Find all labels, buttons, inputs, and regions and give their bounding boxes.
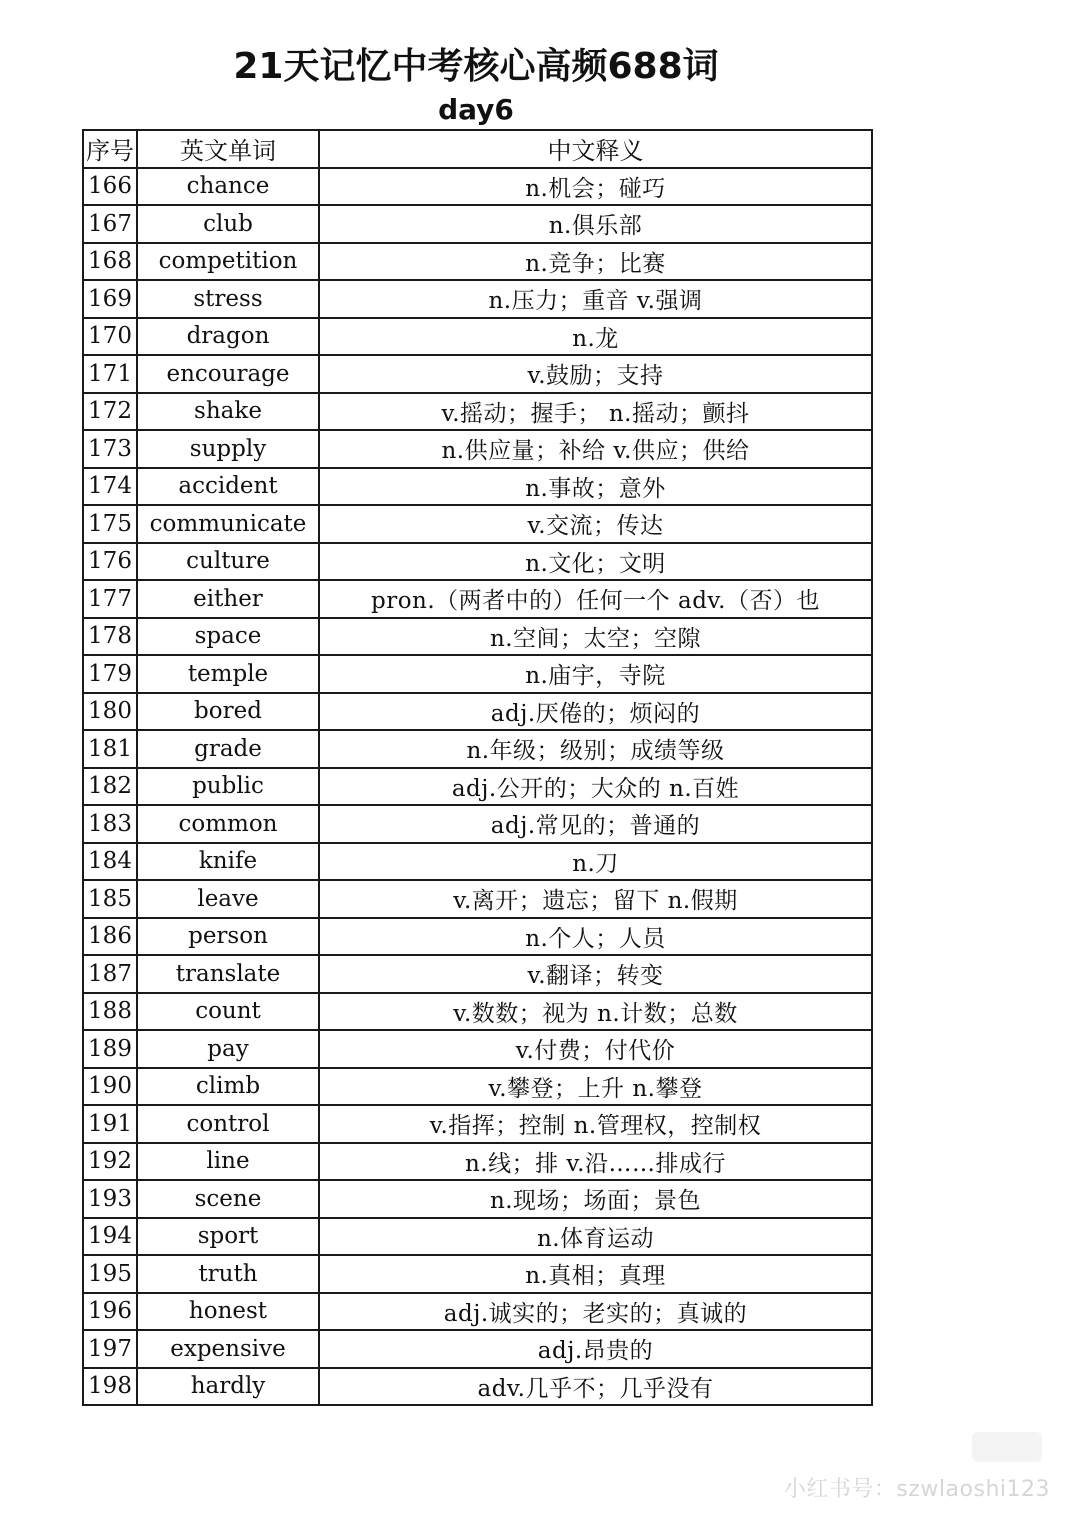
table-row	[83, 655, 872, 693]
table-header-row	[83, 130, 872, 168]
english-word: chance	[137, 168, 319, 206]
english-word: translate	[137, 955, 319, 993]
table-row	[83, 1255, 872, 1293]
row-number: 183	[83, 805, 137, 843]
chinese-meaning: adj.昂贵的	[319, 1330, 872, 1368]
chinese-meaning: adj.诚实的；老实的；真诚的	[319, 1293, 872, 1331]
chinese-meaning: n.个人；人员	[319, 918, 872, 956]
chinese-meaning: v.摇动；握手； n.摇动；颤抖	[319, 393, 872, 431]
row-number: 168	[83, 243, 137, 281]
table-row	[83, 1330, 872, 1368]
row-number: 170	[83, 318, 137, 356]
chinese-meaning: n.供应量；补给 v.供应；供给	[319, 430, 872, 468]
table-row	[83, 1293, 872, 1331]
chinese-meaning: n.机会；碰巧	[319, 168, 872, 206]
row-number: 174	[83, 468, 137, 506]
english-word: culture	[137, 543, 319, 581]
table-row	[83, 205, 872, 243]
chinese-meaning: n.庙宇，寺院	[319, 655, 872, 693]
table-row	[83, 1368, 872, 1406]
table-row	[83, 1068, 872, 1106]
row-number: 166	[83, 168, 137, 206]
table-row	[83, 580, 872, 618]
english-word: grade	[137, 730, 319, 768]
english-word: leave	[137, 880, 319, 918]
page-subtitle: day6	[438, 93, 514, 126]
chinese-meaning: adj.常见的；普通的	[319, 805, 872, 843]
table-row	[83, 280, 872, 318]
row-number: 195	[83, 1255, 137, 1293]
row-number: 177	[83, 580, 137, 618]
chinese-meaning: v.指挥；控制 n.管理权，控制权	[319, 1105, 872, 1143]
english-word: competition	[137, 243, 319, 281]
chinese-meaning: n.俱乐部	[319, 205, 872, 243]
row-number: 193	[83, 1180, 137, 1218]
row-number: 192	[83, 1143, 137, 1181]
row-number: 188	[83, 993, 137, 1031]
english-word: pay	[137, 1030, 319, 1068]
header-number: 序号	[83, 130, 137, 168]
chinese-meaning: v.交流；传达	[319, 505, 872, 543]
table-row	[83, 805, 872, 843]
english-word: accident	[137, 468, 319, 506]
english-word: supply	[137, 430, 319, 468]
table-row	[83, 1218, 872, 1256]
table-row	[83, 543, 872, 581]
page-title: 21天记忆中考核心高频688词	[233, 46, 719, 87]
english-word: truth	[137, 1255, 319, 1293]
watermark-logo	[972, 1432, 1042, 1462]
english-word: space	[137, 618, 319, 656]
chinese-meaning: n.压力；重音 v.强调	[319, 280, 872, 318]
chinese-meaning: n.竞争；比赛	[319, 243, 872, 281]
table-body	[83, 168, 872, 1406]
table-row	[83, 430, 872, 468]
row-number: 178	[83, 618, 137, 656]
english-word: either	[137, 580, 319, 618]
english-word: temple	[137, 655, 319, 693]
row-number: 194	[83, 1218, 137, 1256]
row-number: 191	[83, 1105, 137, 1143]
english-word: club	[137, 205, 319, 243]
english-word: count	[137, 993, 319, 1031]
chinese-meaning: v.攀登；上升 n.攀登	[319, 1068, 872, 1106]
table-row	[83, 168, 872, 206]
chinese-meaning: v.付费；付代价	[319, 1030, 872, 1068]
header-english-word: 英文单词	[137, 130, 319, 168]
english-word: encourage	[137, 355, 319, 393]
english-word: dragon	[137, 318, 319, 356]
row-number: 186	[83, 918, 137, 956]
table-row	[83, 393, 872, 431]
english-word: climb	[137, 1068, 319, 1106]
chinese-meaning: pron.（两者中的）任何一个 adv.（否）也	[319, 580, 872, 618]
row-number: 171	[83, 355, 137, 393]
row-number: 197	[83, 1330, 137, 1368]
row-number: 184	[83, 843, 137, 881]
table-row	[83, 1030, 872, 1068]
chinese-meaning: n.年级；级别；成绩等级	[319, 730, 872, 768]
english-word: scene	[137, 1180, 319, 1218]
row-number: 169	[83, 280, 137, 318]
row-number: 181	[83, 730, 137, 768]
row-number: 196	[83, 1293, 137, 1331]
chinese-meaning: n.事故；意外	[319, 468, 872, 506]
english-word: shake	[137, 393, 319, 431]
watermark: 小红书号：szwlaoshi123	[783, 1477, 1050, 1502]
english-word: control	[137, 1105, 319, 1143]
english-word: common	[137, 805, 319, 843]
row-number: 182	[83, 768, 137, 806]
table-row	[83, 955, 872, 993]
table-row	[83, 355, 872, 393]
english-word: expensive	[137, 1330, 319, 1368]
chinese-meaning: n.体育运动	[319, 1218, 872, 1256]
english-word: stress	[137, 280, 319, 318]
row-number: 175	[83, 505, 137, 543]
table-row	[83, 993, 872, 1031]
english-word: line	[137, 1143, 319, 1181]
english-word: hardly	[137, 1368, 319, 1406]
english-word: knife	[137, 843, 319, 881]
english-word: bored	[137, 693, 319, 731]
row-number: 167	[83, 205, 137, 243]
row-number: 185	[83, 880, 137, 918]
header-chinese-meaning: 中文释义	[319, 130, 872, 168]
row-number: 176	[83, 543, 137, 581]
row-number: 190	[83, 1068, 137, 1106]
chinese-meaning: v.翻译；转变	[319, 955, 872, 993]
row-number: 189	[83, 1030, 137, 1068]
row-number: 187	[83, 955, 137, 993]
chinese-meaning: n.空间；太空；空隙	[319, 618, 872, 656]
table-row	[83, 318, 872, 356]
english-word: public	[137, 768, 319, 806]
english-word: sport	[137, 1218, 319, 1256]
chinese-meaning: adv.几乎不；几乎没有	[319, 1368, 872, 1406]
table-row	[83, 1180, 872, 1218]
chinese-meaning: n.龙	[319, 318, 872, 356]
chinese-meaning: adj.公开的；大众的 n.百姓	[319, 768, 872, 806]
row-number: 173	[83, 430, 137, 468]
chinese-meaning: v.离开；遗忘；留下 n.假期	[319, 880, 872, 918]
table-row	[83, 768, 872, 806]
chinese-meaning: v.数数；视为 n.计数；总数	[319, 993, 872, 1031]
table-row	[83, 243, 872, 281]
chinese-meaning: n.刀	[319, 843, 872, 881]
row-number: 198	[83, 1368, 137, 1406]
table-row	[83, 1105, 872, 1143]
table-row	[83, 880, 872, 918]
english-word: communicate	[137, 505, 319, 543]
vocabulary-table	[82, 129, 873, 1406]
table-row	[83, 468, 872, 506]
chinese-meaning: n.文化；文明	[319, 543, 872, 581]
table-row	[83, 693, 872, 731]
table-row	[83, 918, 872, 956]
table-row	[83, 505, 872, 543]
table-row	[83, 1143, 872, 1181]
chinese-meaning: adj.厌倦的；烦闷的	[319, 693, 872, 731]
table-row	[83, 618, 872, 656]
english-word: person	[137, 918, 319, 956]
english-word: honest	[137, 1293, 319, 1331]
table-row	[83, 843, 872, 881]
row-number: 180	[83, 693, 137, 731]
row-number: 179	[83, 655, 137, 693]
table-row	[83, 730, 872, 768]
row-number: 172	[83, 393, 137, 431]
chinese-meaning: n.现场；场面；景色	[319, 1180, 872, 1218]
chinese-meaning: v.鼓励；支持	[319, 355, 872, 393]
chinese-meaning: n.真相；真理	[319, 1255, 872, 1293]
chinese-meaning: n.线；排 v.沿……排成行	[319, 1143, 872, 1181]
